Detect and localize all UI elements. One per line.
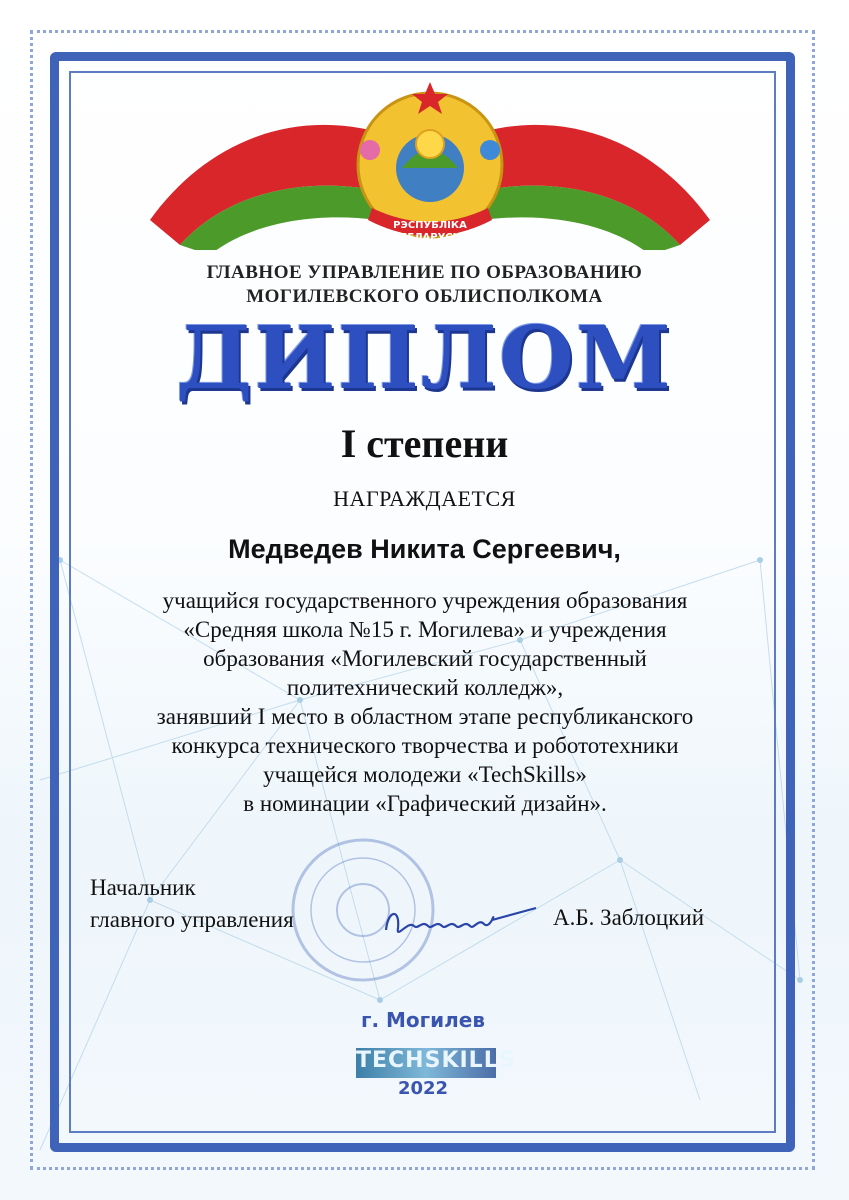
description-line: политехнический колледж»,: [286, 675, 564, 700]
description-line: конкурса технического творчества и робототехники: [171, 733, 679, 758]
degree-label: I степени: [340, 421, 509, 466]
position-line-1: Начальник: [90, 875, 196, 900]
description-line: образования «Могилевский государственный: [203, 646, 647, 671]
position-line-2: главного управления: [90, 907, 294, 932]
logo-word: TECHSKILLS: [356, 1048, 516, 1073]
logo-city: г. Могилев: [361, 1008, 485, 1032]
awarded-label: НАГРАЖДАЕТСЯ: [333, 486, 516, 511]
techskills-logo: [348, 1008, 516, 1103]
organization-line-1: ГЛАВНОЕ УПРАВЛЕНИЕ ПО ОБРАЗОВАНИЮ: [206, 262, 643, 283]
description-line: занявший I место в областном этапе республиканского: [156, 704, 694, 729]
signatory-position: [90, 872, 294, 936]
svg-text:РЭСПУБЛІКА: РЭСПУБЛІКА: [393, 220, 467, 231]
logo-year: 2022: [397, 1078, 449, 1099]
diploma-title: ДИПЛОМ: [175, 308, 674, 409]
description-line: учащейся молодежи «TechSkills»: [263, 762, 587, 787]
description-line: «Средняя школа №15 г. Могилева» и учреждения: [183, 617, 667, 642]
organization-line-2: МОГИЛЕВСКОГО ОБЛИСПОЛКОМА: [246, 286, 603, 307]
recipient-name: Медведев Никита Сергеевич,: [228, 534, 621, 564]
award-description: [80, 586, 770, 818]
description-line: учащийся государственного учреждения образования: [162, 588, 688, 613]
signatory-name: А.Б. Заблоцкий: [553, 905, 705, 930]
handwritten-signature: [378, 890, 538, 950]
svg-text:БЕЛАРУСЬ: БЕЛАРУСЬ: [399, 232, 461, 243]
description-line: в номинации «Графический дизайн».: [243, 791, 607, 816]
state-emblem-with-flags: [140, 70, 720, 250]
